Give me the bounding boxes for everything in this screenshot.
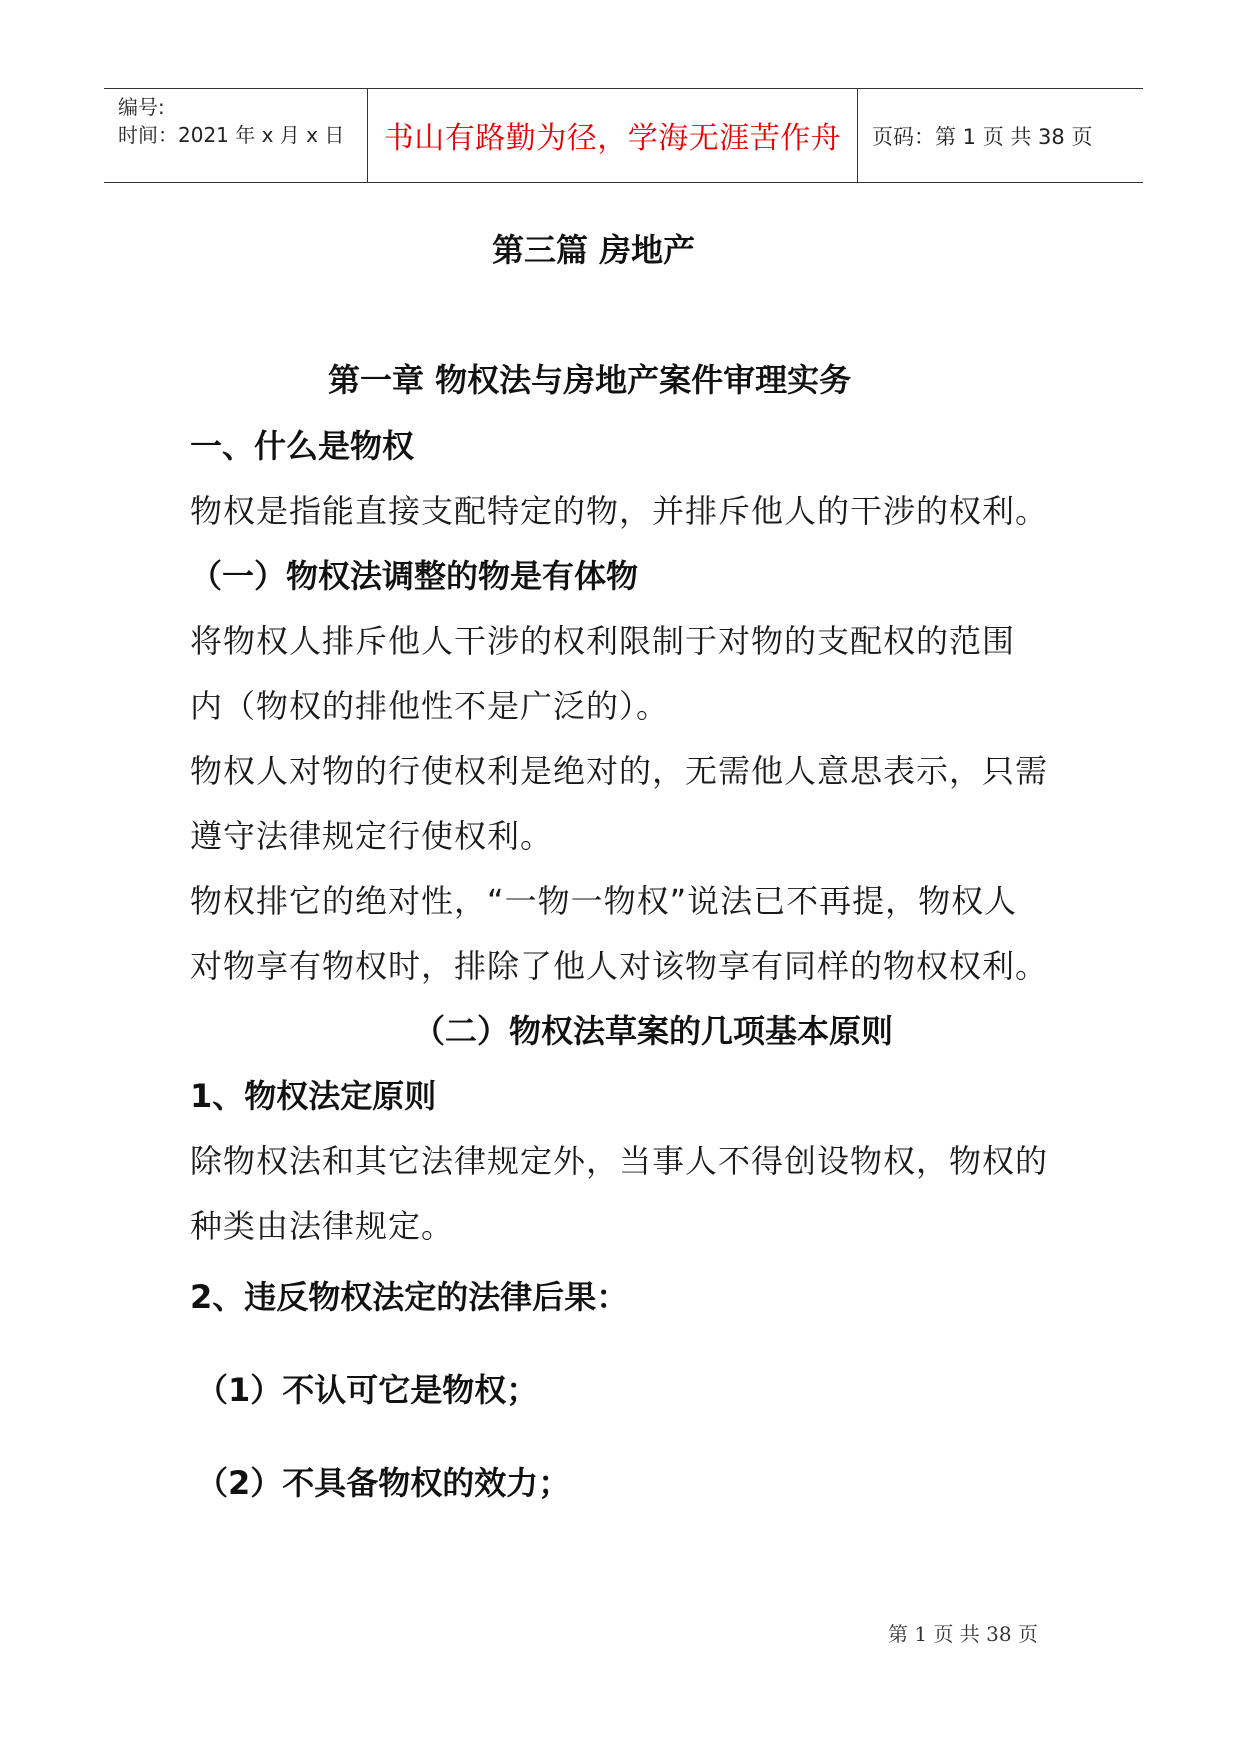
numbered-heading: 1、物权法定原则 [190,1077,437,1115]
list-item: （2）不具备物权的效力； [196,1464,571,1502]
paragraph-line: 对物享有物权时，排除了他人对该物享有同样的物权权利。 [190,947,1049,985]
page-footer: 第 1 页 共 38 页 [888,1622,1038,1646]
paragraph-line: 将物权人排斥他人干涉的权利限制于对物的支配权的范围 [190,622,1016,660]
numbered-heading: 2、违反物权法定的法律后果： [190,1278,629,1316]
paragraph-line: 种类由法律规定。 [190,1207,455,1245]
paragraph-line: 内（物权的排他性不是广泛的）。 [190,687,670,725]
header-divider [367,89,368,182]
header-divider [857,89,858,182]
paragraph-line: 物权排它的绝对性，“一物一物权”说法已不再提，物权人 [190,882,1018,920]
document-header [104,88,1143,183]
document-time-label: 时间：2021 年 x 月 x 日 [118,123,345,147]
list-item: （1）不认可它是物权； [196,1371,539,1409]
header-motto: 书山有路勤为径，学海无涯苦作舟 [383,121,842,156]
subsection-heading: （二）物权法草案的几项基本原则 [413,1012,894,1050]
part-title: 第三篇 房地产 [492,231,696,269]
document-number-label: 编号: [118,95,165,119]
subsection-heading: （一）物权法调整的物是有体物 [190,557,639,595]
paragraph: 物权是指能直接支配特定的物，并排斥他人的干涉的权利。 [190,492,1049,530]
paragraph-line: 除物权法和其它法律规定外，当事人不得创设物权，物权的 [190,1142,1049,1180]
section-heading: 一、什么是物权 [190,427,415,465]
paragraph-line: 遵守法律规定行使权利。 [190,817,554,855]
header-page-info: 页码：第 1 页 共 38 页 [872,125,1093,149]
header-meta [118,93,344,149]
paragraph-line: 物权人对物的行使权利是绝对的，无需他人意思表示，只需 [190,752,1049,790]
chapter-title: 第一章 物权法与房地产案件审理实务 [328,361,852,399]
